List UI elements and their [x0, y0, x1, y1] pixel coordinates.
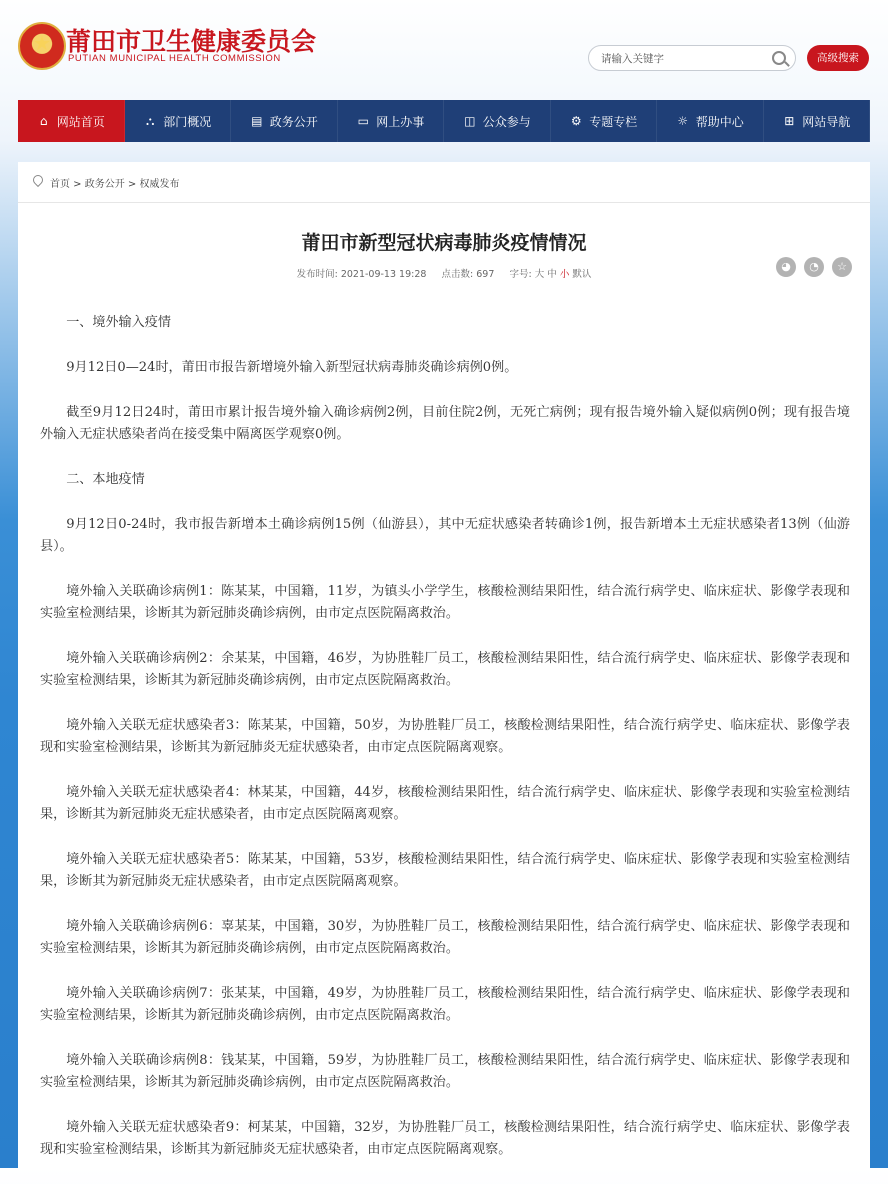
- share-buttons: [776, 257, 852, 277]
- breadcrumb-path[interactable]: 首页 > 政务公开 > 权威发布: [50, 179, 180, 190]
- article-meta: [18, 266, 870, 280]
- nav-item-sitemap[interactable]: [764, 100, 871, 142]
- favorite-star-icon[interactable]: ☆: [832, 257, 852, 277]
- font-size-label: 字号:: [509, 269, 532, 280]
- article-panel: [18, 162, 870, 1168]
- paragraph: 截至9月12日24时，莆田市累计报告境外输入确诊病例2例，目前住院2例，无死亡病例；现有报告境外输入疑似病例0例；现有报告境外输入无症状感染者尚在接受集中隔离医学观察0例。: [40, 405, 850, 442]
- font-default-link[interactable]: 默认: [572, 269, 592, 280]
- paragraph: 境外输入关联确诊病例7：张某某，中国籍，49岁，为协胜鞋厂员工，核酸检测结果阳性，结合流行病学史、临床症状、影像学表现和实验室检测结果，诊断其为新冠肺炎确诊病例，由市定点医院隔离救治。: [40, 986, 850, 1023]
- document-icon: ▤: [251, 114, 263, 128]
- paragraph: 境外输入关联无症状感染者3：陈某某，中国籍，50岁，为协胜鞋厂员工，核酸检测结果阳性，结合流行病学史、临床症状、影像学表现和实验室检测结果，诊断其为新冠肺炎无症状感染者，由市定点医院隔离观察。: [40, 718, 850, 755]
- site-title[interactable]: 莆田市卫生健康委员会: [66, 27, 317, 56]
- publish-label: 发布时间:: [296, 269, 338, 280]
- article-title: 莆田市新型冠状病毒肺炎疫情情况: [301, 232, 587, 254]
- nav-item-help[interactable]: [657, 100, 764, 142]
- article-body: [40, 312, 850, 1184]
- gear-icon: ⚙: [570, 114, 582, 128]
- paragraph: 境外输入关联无症状感染者5：陈某某，中国籍，53岁，核酸检测结果阳性，结合流行病学史、临床症状、影像学表现和实验室检测结果，诊断其为新冠肺炎无症状感染者，由市定点医院隔离观察。: [40, 852, 850, 889]
- nav-item-label: 网站导航: [802, 114, 851, 129]
- search-box[interactable]: [588, 45, 796, 71]
- paragraph: 二、本地疫情: [66, 472, 145, 487]
- font-small-link[interactable]: 小: [559, 269, 570, 280]
- search-input[interactable]: [599, 50, 763, 68]
- paragraph: 一、境外输入疫情: [66, 315, 171, 330]
- paragraph: 9月12日0—24时，莆田市报告新增境外输入新型冠状病毒肺炎确诊病例0例。: [66, 360, 518, 375]
- nav-item-home[interactable]: [18, 100, 125, 142]
- nav-item-label: 专题专栏: [589, 114, 638, 129]
- nav-item-gov-affairs[interactable]: [231, 100, 338, 142]
- org-chart-icon: ⛬: [146, 113, 155, 128]
- wechat-share-icon[interactable]: ◕: [776, 257, 796, 277]
- site-header: [0, 0, 888, 100]
- breadcrumb: [18, 162, 870, 203]
- weibo-share-icon[interactable]: ◔: [804, 257, 824, 277]
- monitor-icon: ▭: [357, 114, 369, 128]
- paragraph: 境外输入关联无症状感染者9：柯某某，中国籍，32岁，为协胜鞋厂员工，核酸检测结果阳性，结合流行病学史、临床症状、影像学表现和实验室检测结果，诊断其为新冠肺炎无症状感染者，由市定点医院隔离观察。: [40, 1120, 850, 1157]
- bulb-icon: ☼: [677, 114, 689, 128]
- clicks-label: 点击数:: [441, 269, 474, 280]
- location-pin-icon: [31, 173, 45, 187]
- nav-item-label: 部门概况: [163, 114, 212, 129]
- nav-item-label: 政务公开: [269, 114, 318, 129]
- paragraph: 9月12日0-24时，我市报告新增本土确诊病例15例（仙游县），其中无症状感染者转确诊1例，报告新增本土无症状感染者13例（仙游县）。: [40, 517, 850, 554]
- nav-item-topics[interactable]: [551, 100, 658, 142]
- nav-item-label: 网上办事: [376, 114, 425, 129]
- advanced-search-button[interactable]: 高级搜索: [807, 45, 869, 71]
- nav-item-label: 帮助中心: [695, 114, 744, 129]
- home-icon: ⌂: [39, 114, 48, 128]
- paragraph: 境外输入关联确诊病例8：钱某某，中国籍，59岁，为协胜鞋厂员工，核酸检测结果阳性，结合流行病学史、临床症状、影像学表现和实验室检测结果，诊断其为新冠肺炎确诊病例，由市定点医院隔离救治。: [40, 1053, 850, 1090]
- nav-item-participation[interactable]: [444, 100, 551, 142]
- nav-item-online-service[interactable]: [338, 100, 445, 142]
- publish-time: 2021-09-13 19:28: [340, 269, 427, 280]
- grid-icon: ⊞: [784, 114, 795, 128]
- site-subtitle: PUTIAN MUNICIPAL HEALTH COMMISSION: [68, 53, 281, 64]
- paragraph: 境外输入关联确诊病例6：辜某某，中国籍，30岁，为协胜鞋厂员工，核酸检测结果阳性，结合流行病学史、临床症状、影像学表现和实验室检测结果，诊断其为新冠肺炎确诊病例，由市定点医院隔离救治。: [40, 919, 850, 956]
- chat-icon: ◫: [464, 114, 476, 128]
- star-icon: ★: [33, 31, 51, 55]
- nav-item-label: 公众参与: [482, 114, 531, 129]
- search-icon[interactable]: [772, 51, 786, 65]
- paragraph: 境外输入关联无症状感染者4：林某某，中国籍，44岁，核酸检测结果阳性，结合流行病学史、临床症状、影像学表现和实验室检测结果，诊断其为新冠肺炎无症状感染者，由市定点医院隔离观察。: [40, 785, 850, 822]
- nav-item-department[interactable]: [125, 100, 232, 142]
- font-large-link[interactable]: 大: [534, 269, 545, 280]
- paragraph: 境外输入关联确诊病例2：余某某，中国籍，46岁，为协胜鞋厂员工，核酸检测结果阳性，结合流行病学史、临床症状、影像学表现和实验室检测结果，诊断其为新冠肺炎确诊病例，由市定点医院隔离救治。: [40, 651, 850, 688]
- main-nav: [18, 100, 870, 142]
- font-medium-link[interactable]: 中: [547, 269, 557, 280]
- clicks-count: 697: [476, 269, 495, 280]
- nav-item-label: 网站首页: [56, 114, 105, 129]
- paragraph: 境外输入关联确诊病例1：陈某某，中国籍，11岁，为镇头小学学生，核酸检测结果阳性，结合流行病学史、临床症状、影像学表现和实验室检测结果，诊断其为新冠肺炎确诊病例，由市定点医院隔离救治。: [40, 584, 850, 621]
- national-emblem-logo[interactable]: [18, 22, 66, 70]
